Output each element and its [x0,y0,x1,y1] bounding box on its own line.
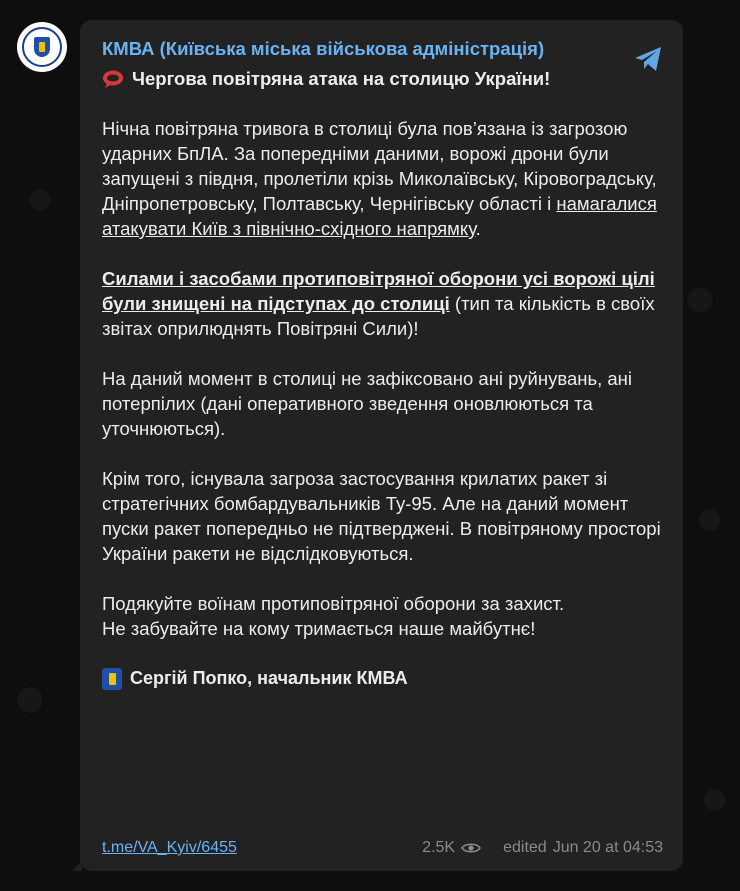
post-link[interactable]: t.me/VA_Kyiv/6455 [102,839,237,856]
paragraph-5 [102,591,663,641]
channel-avatar[interactable] [17,22,67,72]
message-footer [102,839,663,857]
speech-balloon-icon [102,69,124,89]
post-headline [102,66,663,91]
paragraph-2-emphasis: Силами і засобами протиповітряної оборони усі ворожі цілі були знищені на підступах до столиці [102,268,655,314]
signature-text: Сергій Попко, начальник КМВА [130,668,408,688]
paragraph-3: На даний момент в столиці не зафіксовано ані руйнувань, ані потерпілих (дані оперативного зведення оновлюються та уточнюються). [102,368,632,439]
paragraph-2 [102,266,663,341]
message-meta [422,839,663,857]
post-signature [102,666,663,691]
channel-name[interactable]: КМВА (Київська міська військова адміністрація) [102,38,545,59]
kyiv-coat-of-arms-icon [22,27,62,67]
paragraph-1 [102,116,663,241]
paragraph-1-underlined: намагалися атакувати Київ з північно-східного напрямку [102,193,657,239]
telegram-share-icon[interactable] [631,42,665,76]
paragraph-1-end: . [475,218,481,239]
message-bubble [80,20,683,871]
paragraph-1-text: Нічна повітряна тривога в столиці була пов’язана із загрозою ударних БпЛА. За попередніми даними, ворожі дрони були запущені з півдня, пролетіли крізь Миколаївську, Кіровоградську, Дніпропетровську, Полтавську, Чернігівську області і [102,118,657,214]
paragraph-2-text: (тип та кількість в своїх звітах оприлюднять Повітряні Сили)! [102,293,655,339]
paragraph-5-line-2: Не забувайте на кому тримається наше майбутнє! [102,618,536,639]
edited-label: edited [503,839,547,856]
kyiv-coat-of-arms-icon [102,668,122,690]
eye-icon [461,841,481,855]
view-count: 2.5K [422,839,456,856]
post-date: Jun 20 at 04:53 [552,839,663,856]
paragraph-4: Крім того, існувала загроза застосування крилатих ракет зі стратегічних бомбардувальників Ту-95. Але на даний момент пуски ракет попередньо не підтверджені. В повітряному просторі України ракети не відслідковуються. [102,468,661,564]
paragraph-5-line-1: Подякуйте воїнам протиповітряної оборони за захист. [102,593,565,614]
headline-text: Чергова повітряна атака на столицю України! [132,68,551,89]
message-text [102,66,663,691]
